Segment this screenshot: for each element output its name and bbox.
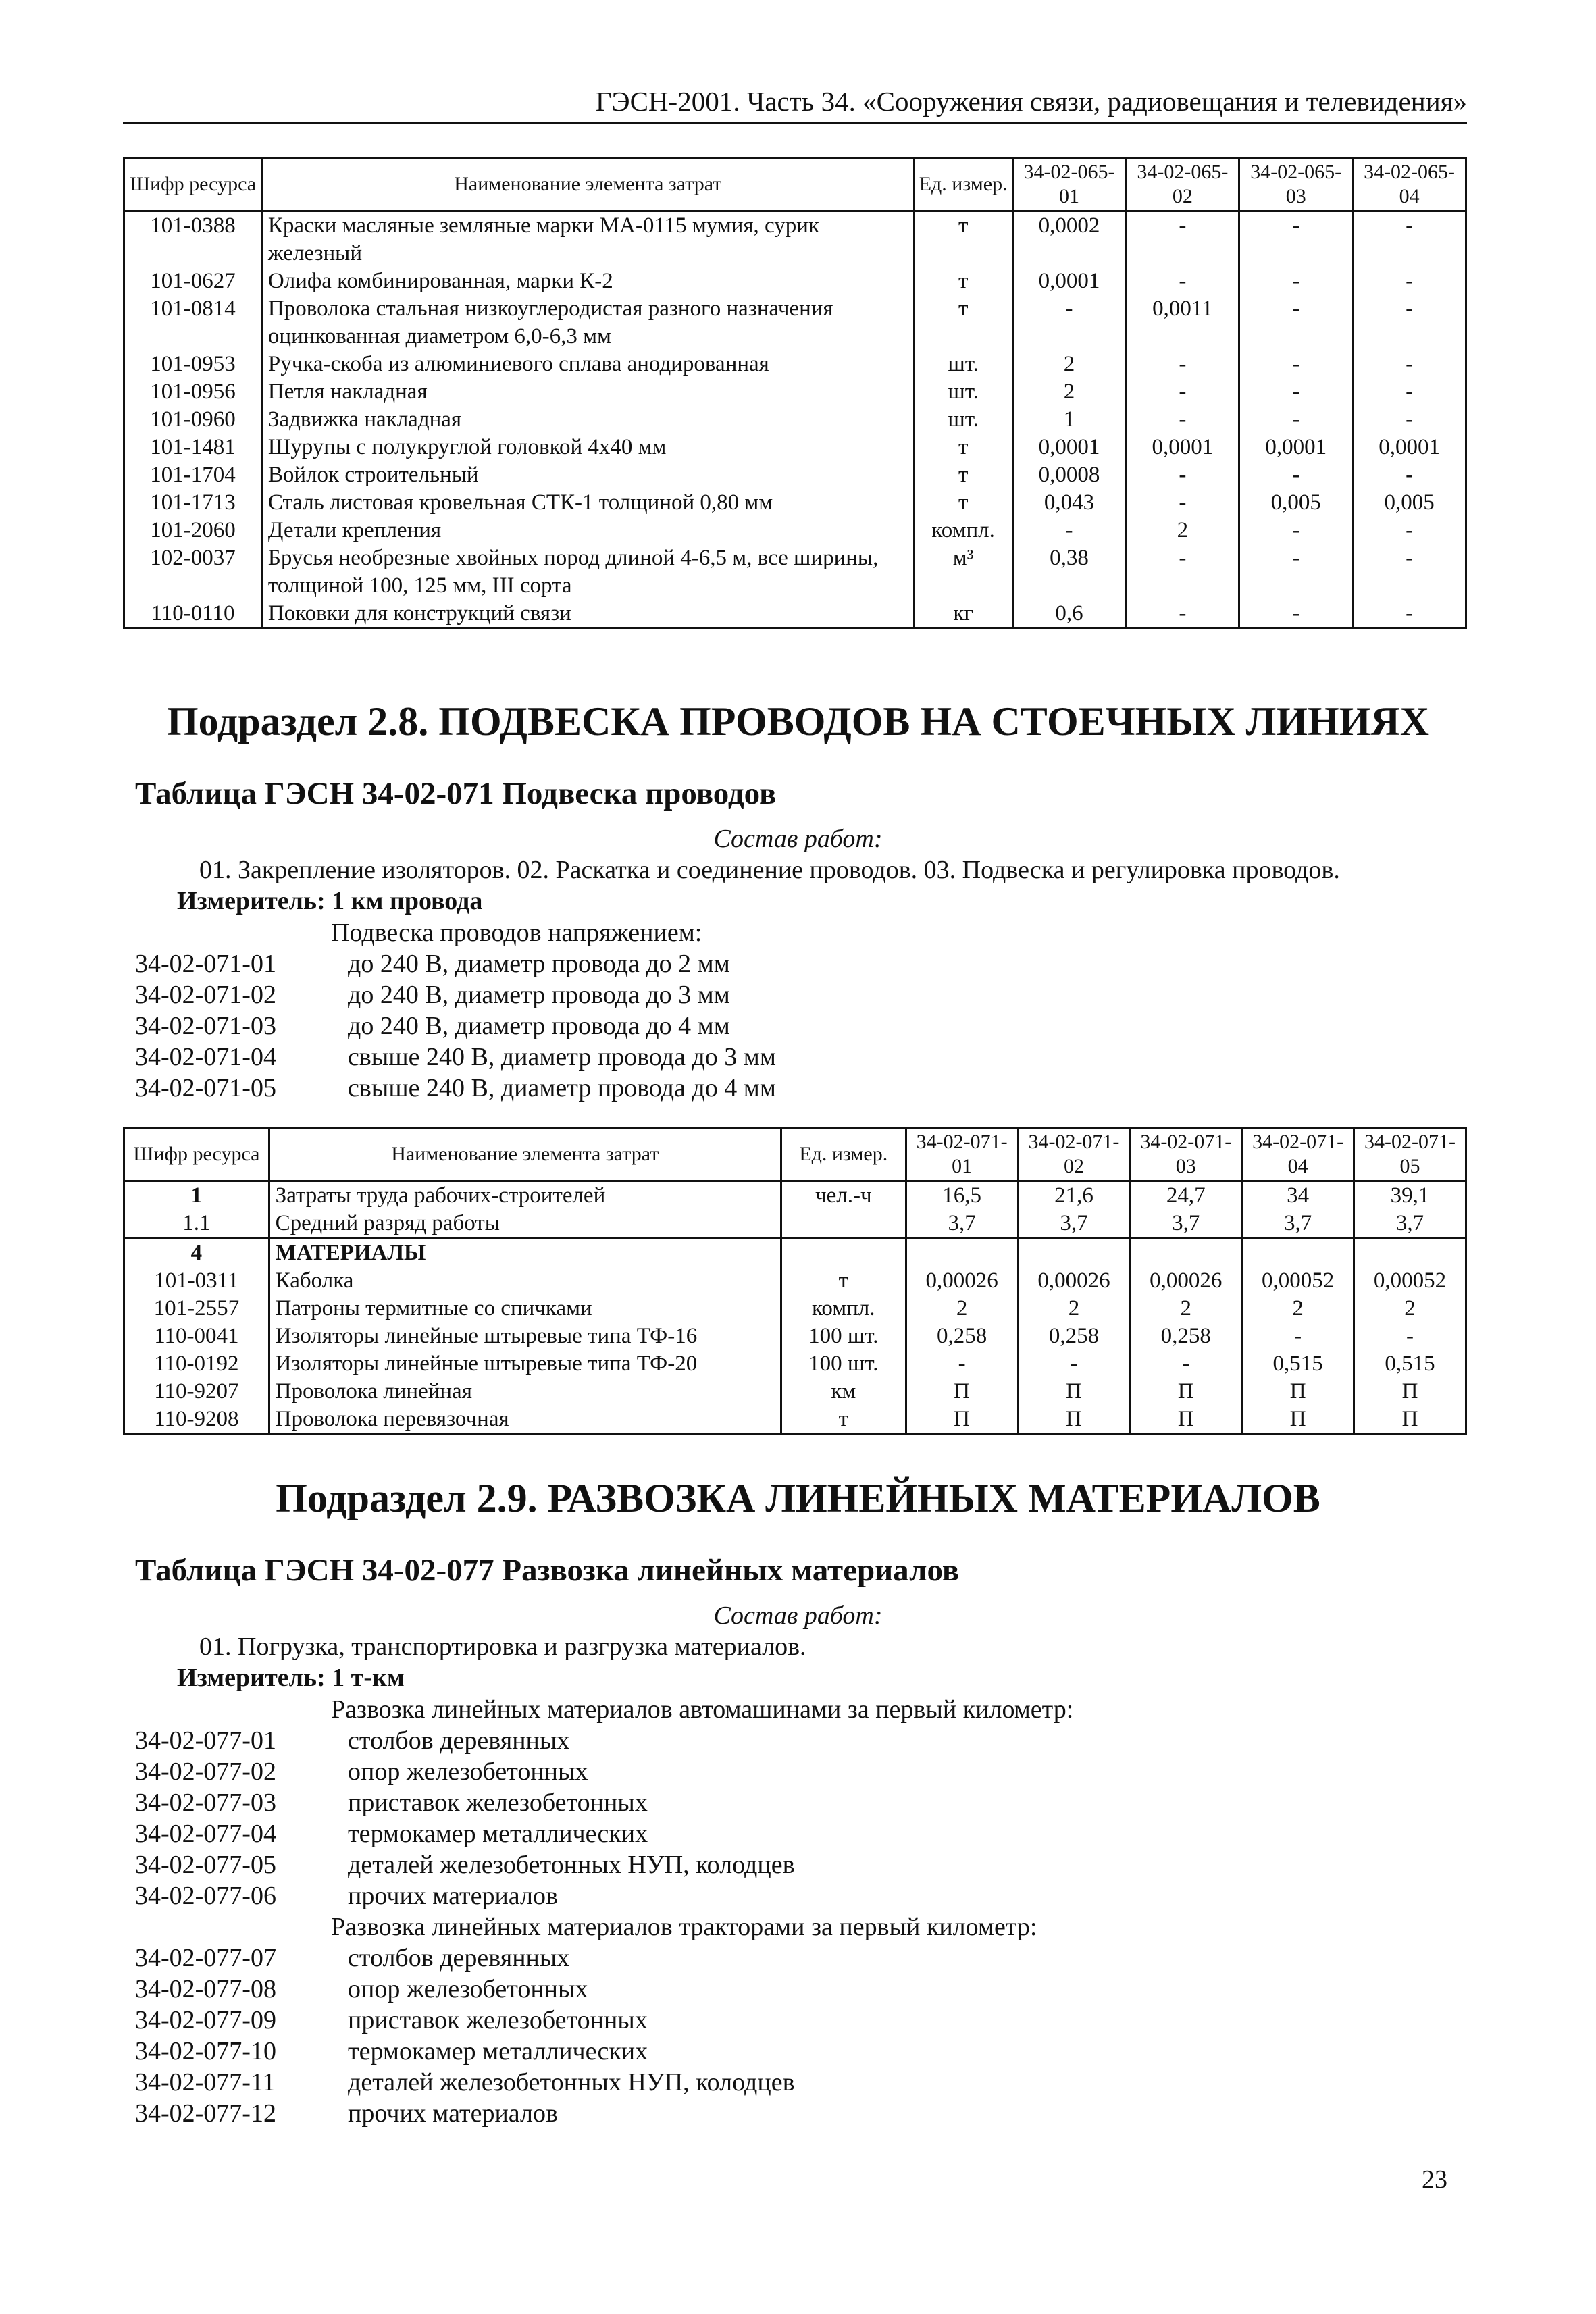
norm-code: 34-02-077-12 xyxy=(135,2099,276,2128)
table-row xyxy=(124,434,1466,461)
norm-text: свыше 240 В, диаметр провода до 3 мм xyxy=(348,1043,776,1071)
table-title: Таблица ГЭСН 34-02-077 Развозка линейных материалов xyxy=(135,1553,960,1588)
unit: т xyxy=(781,1406,906,1435)
norm-list xyxy=(135,917,776,1104)
norm-value: - xyxy=(1126,211,1239,268)
resource-name: Изоляторы линейные штыревые типа ТФ-20 xyxy=(269,1350,781,1378)
resource-name: Патроны термитные со спичками xyxy=(269,1295,781,1322)
norm-text: до 240 В, диаметр провода до 4 мм xyxy=(348,1012,730,1040)
table-row xyxy=(124,600,1466,629)
norm-row xyxy=(135,2098,1073,2129)
table-body xyxy=(124,1181,1466,1435)
table-row xyxy=(124,1322,1466,1350)
table-row xyxy=(124,351,1466,378)
resource-code: 110-9208 xyxy=(124,1406,269,1435)
resource-code: 101-0956 xyxy=(124,378,262,406)
norm-value: - xyxy=(1239,406,1353,434)
norm-rows xyxy=(135,1943,1073,2129)
column-header: 34-02-071-03 xyxy=(1130,1128,1242,1181)
resource-table-065 xyxy=(123,157,1467,629)
norm-list-heading: Подвеска проводов напряжением: xyxy=(331,919,702,947)
resource-code: 101-1713 xyxy=(124,489,262,517)
norm-text: столбов деревянных xyxy=(348,1944,570,1972)
table-row xyxy=(124,517,1466,544)
resource-code: 1 xyxy=(124,1181,269,1210)
resource-name: Детали крепления xyxy=(261,517,914,544)
unit: шт. xyxy=(914,378,1012,406)
resource-code: 101-2060 xyxy=(124,517,262,544)
norm-value: 16,5 xyxy=(906,1181,1018,1210)
resource-code: 101-0311 xyxy=(124,1267,269,1295)
norm-code: 34-02-071-03 xyxy=(135,1012,276,1040)
norm-value: 3,7 xyxy=(1018,1210,1130,1239)
norm-value: 0,005 xyxy=(1353,489,1466,517)
norm-value: - xyxy=(1353,406,1466,434)
norm-value: 0,043 xyxy=(1012,489,1126,517)
norm-value: - xyxy=(1126,600,1239,629)
norm-code: 34-02-077-09 xyxy=(135,2006,276,2034)
column-header: 34-02-065-03 xyxy=(1239,158,1353,211)
column-header: 34-02-065-01 xyxy=(1012,158,1126,211)
norm-value: - xyxy=(1353,295,1466,351)
norm-value: П xyxy=(1242,1406,1354,1435)
resource-name: Средний разряд работы xyxy=(269,1210,781,1239)
norm-value: 24,7 xyxy=(1130,1181,1242,1210)
unit: компл. xyxy=(781,1295,906,1322)
resource-name: Проволока перевязочная xyxy=(269,1406,781,1435)
norm-row xyxy=(135,2036,1073,2067)
norm-text: приставок железобетонных xyxy=(348,1789,648,1817)
unit: т xyxy=(914,434,1012,461)
resource-name: Ручка-скоба из алюминиевого сплава анодированная xyxy=(261,351,914,378)
norm-list-heading: Развозка линейных материалов тракторами за первый километр: xyxy=(331,1913,1037,1941)
table-row xyxy=(124,1378,1466,1406)
norm-text: термокамер металлических xyxy=(348,2037,648,2065)
norm-text: опор железобетонных xyxy=(348,1975,588,2003)
norm-value: 3,7 xyxy=(1130,1210,1242,1239)
resource-name: Задвижка накладная xyxy=(261,406,914,434)
norm-code: 34-02-077-01 xyxy=(135,1726,276,1755)
norm-value: - xyxy=(1126,378,1239,406)
norm-text: до 240 В, диаметр провода до 3 мм xyxy=(348,981,730,1009)
resource-name: Сталь листовая кровельная СТК-1 толщиной 0,80 мм xyxy=(261,489,914,517)
norm-value: 0,0002 xyxy=(1012,211,1126,268)
resource-name: Поковки для конструкций связи xyxy=(261,600,914,629)
resource-name: Олифа комбинированная, марки К-2 xyxy=(261,267,914,295)
norm-code: 34-02-077-05 xyxy=(135,1851,276,1879)
norm-code: 34-02-077-07 xyxy=(135,1944,276,1972)
norm-code: 34-02-077-02 xyxy=(135,1757,276,1786)
running-header: ГЭСН-2001. Часть 34. «Сооружения связи, радиовещания и телевидения» xyxy=(123,86,1467,124)
resource-code: 101-0953 xyxy=(124,351,262,378)
unit: 100 шт. xyxy=(781,1322,906,1350)
norm-text: до 240 В, диаметр провода до 2 мм xyxy=(348,950,730,978)
norm-text: опор железобетонных xyxy=(348,1757,588,1786)
norm-code: 34-02-071-04 xyxy=(135,1043,276,1071)
norm-value xyxy=(1018,1239,1130,1268)
norm-value: 0,00052 xyxy=(1354,1267,1466,1295)
norm-value: П xyxy=(1018,1378,1130,1406)
table-row xyxy=(124,1350,1466,1378)
norm-text: свыше 240 В, диаметр провода до 4 мм xyxy=(348,1074,776,1102)
norm-value: 2 xyxy=(906,1295,1018,1322)
resource-code: 110-0192 xyxy=(124,1350,269,1378)
resource-code: 110-0041 xyxy=(124,1322,269,1350)
resource-name: Проволока стальная низкоуглеродистая разного назначения оцинкованная диаметром 6,0-6,3 мм xyxy=(261,295,914,351)
norm-code: 34-02-077-11 xyxy=(135,2068,276,2097)
norm-value: 0,0008 xyxy=(1012,461,1126,489)
norm-value: - xyxy=(1130,1350,1242,1378)
norm-row xyxy=(135,1943,1073,1974)
table-row xyxy=(124,489,1466,517)
norm-code: 34-02-071-02 xyxy=(135,981,276,1009)
work-composition-label: Состав работ: xyxy=(713,1601,883,1630)
subsection-title: Подраздел 2.9. РАЗВОЗКА ЛИНЕЙНЫХ МАТЕРИАЛОВ xyxy=(276,1476,1320,1520)
column-header: Ед. измер. xyxy=(781,1128,906,1181)
norm-value: - xyxy=(1126,489,1239,517)
norm-value: П xyxy=(906,1406,1018,1435)
norm-value: - xyxy=(1353,517,1466,544)
unit: т xyxy=(914,461,1012,489)
norm-value: П xyxy=(906,1378,1018,1406)
norm-row xyxy=(135,2005,1073,2036)
table-body xyxy=(124,211,1466,629)
norm-value: П xyxy=(1018,1406,1130,1435)
resource-code: 110-0110 xyxy=(124,600,262,629)
column-header: 34-02-065-02 xyxy=(1126,158,1239,211)
column-header: Наименование элемента затрат xyxy=(261,158,914,211)
norm-text: деталей железобетонных НУП, колодцев xyxy=(348,1851,795,1879)
norm-code: 34-02-077-10 xyxy=(135,2037,276,2065)
unit: т xyxy=(914,489,1012,517)
norm-value: 1 xyxy=(1012,406,1126,434)
subsection-title: Подраздел 2.8. ПОДВЕСКА ПРОВОДОВ НА СТОЕЧНЫХ ЛИНИЯХ xyxy=(166,699,1430,744)
unit xyxy=(781,1239,906,1268)
resource-code: 4 xyxy=(124,1239,269,1268)
norm-row xyxy=(135,1073,776,1104)
table-row xyxy=(124,544,1466,600)
table-row xyxy=(124,267,1466,295)
norm-value: 2 xyxy=(1012,351,1126,378)
norm-value: 0,0001 xyxy=(1012,434,1126,461)
column-header: 34-02-071-04 xyxy=(1242,1128,1354,1181)
table-header-row xyxy=(124,158,1466,211)
norm-value: 0,00026 xyxy=(1018,1267,1130,1295)
norm-row xyxy=(135,1010,776,1042)
norm-text: прочих материалов xyxy=(348,1882,558,1910)
norm-row xyxy=(135,948,776,979)
norm-value: - xyxy=(1126,406,1239,434)
norm-value: 2 xyxy=(1018,1295,1130,1322)
norm-value: - xyxy=(1018,1350,1130,1378)
norm-value: 0,258 xyxy=(1018,1322,1130,1350)
norm-value: - xyxy=(1239,517,1353,544)
norm-text: прочих материалов xyxy=(348,2099,558,2128)
norm-list-heading: Развозка линейных материалов автомашинами за первый километр: xyxy=(331,1695,1074,1724)
norm-value: - xyxy=(1012,517,1126,544)
norm-value: П xyxy=(1354,1406,1466,1435)
work-composition: 01. Погрузка, транспортировка и разгрузка материалов. xyxy=(199,1632,806,1661)
norm-value: - xyxy=(1239,378,1353,406)
unit: 100 шт. xyxy=(781,1350,906,1378)
column-header: 34-02-071-02 xyxy=(1018,1128,1130,1181)
unit: км xyxy=(781,1378,906,1406)
resource-code: 101-1704 xyxy=(124,461,262,489)
norm-value: - xyxy=(1353,544,1466,600)
norm-value: П xyxy=(1354,1378,1466,1406)
column-header: 34-02-071-01 xyxy=(906,1128,1018,1181)
norm-value: - xyxy=(1239,544,1353,600)
norm-value: П xyxy=(1130,1406,1242,1435)
resource-code: 101-1481 xyxy=(124,434,262,461)
unit: т xyxy=(914,295,1012,351)
unit: т xyxy=(914,267,1012,295)
unit-of-measure: Измеритель: 1 т-км xyxy=(177,1664,405,1692)
table-row xyxy=(124,295,1466,351)
norm-rows xyxy=(135,948,776,1104)
work-composition-label: Состав работ: xyxy=(713,825,883,853)
norm-text: приставок железобетонных xyxy=(348,2006,648,2034)
resource-code: 101-0814 xyxy=(124,295,262,351)
norm-value: - xyxy=(1353,267,1466,295)
table-title: Таблица ГЭСН 34-02-071 Подвеска проводов xyxy=(135,776,777,811)
norm-value: 2 xyxy=(1126,517,1239,544)
norm-row xyxy=(135,1974,1073,2005)
norm-value: 0,0001 xyxy=(1353,434,1466,461)
norm-text: термокамер металлических xyxy=(348,1820,648,1848)
norm-value: 3,7 xyxy=(1242,1210,1354,1239)
norm-list xyxy=(135,1694,1073,2129)
column-header: Наименование элемента затрат xyxy=(269,1128,781,1181)
norm-value: 0,258 xyxy=(1130,1322,1242,1350)
norm-value xyxy=(1242,1239,1354,1268)
norm-value: 0,00026 xyxy=(1130,1267,1242,1295)
norm-code: 34-02-071-01 xyxy=(135,950,276,978)
norm-value: - xyxy=(1353,378,1466,406)
norm-value: - xyxy=(1354,1322,1466,1350)
norm-value: - xyxy=(1239,211,1353,268)
table-row xyxy=(124,1210,1466,1239)
table-header-row xyxy=(124,1128,1466,1181)
unit xyxy=(781,1210,906,1239)
norm-value: - xyxy=(1126,267,1239,295)
column-header: Ед. измер. xyxy=(914,158,1012,211)
column-header: Шифр ресурса xyxy=(124,1128,269,1181)
norm-value: П xyxy=(1242,1378,1354,1406)
table-row xyxy=(124,406,1466,434)
norm-value: 0,00026 xyxy=(906,1267,1018,1295)
norm-row xyxy=(135,979,776,1010)
resource-name: Каболка xyxy=(269,1267,781,1295)
norm-value: - xyxy=(1012,295,1126,351)
table-row xyxy=(124,211,1466,268)
norm-row xyxy=(135,1756,1073,1787)
resource-code: 110-9207 xyxy=(124,1378,269,1406)
norm-code: 34-02-077-06 xyxy=(135,1882,276,1910)
norm-value: - xyxy=(906,1350,1018,1378)
norm-value: 0,00052 xyxy=(1242,1267,1354,1295)
resource-name: Брусья необрезные хвойных пород длиной 4-6,5 м, все ширины, толщиной 100, 125 мм, III сорта xyxy=(261,544,914,600)
norm-rows xyxy=(135,1725,1073,1911)
norm-value: 2 xyxy=(1130,1295,1242,1322)
norm-value xyxy=(1354,1239,1466,1268)
norm-row xyxy=(135,1042,776,1073)
resource-code: 101-0627 xyxy=(124,267,262,295)
resource-code: 101-2557 xyxy=(124,1295,269,1322)
norm-value: - xyxy=(1353,351,1466,378)
resource-name: Шурупы с полукруглой головкой 4х40 мм xyxy=(261,434,914,461)
norm-value: 3,7 xyxy=(1354,1210,1466,1239)
norm-value: 3,7 xyxy=(906,1210,1018,1239)
resource-code: 102-0037 xyxy=(124,544,262,600)
table-row xyxy=(124,1406,1466,1435)
norm-value: - xyxy=(1239,295,1353,351)
resource-code: 101-0388 xyxy=(124,211,262,268)
norm-value: 0,258 xyxy=(906,1322,1018,1350)
table-row xyxy=(124,1295,1466,1322)
resource-table-071 xyxy=(123,1127,1467,1435)
unit: шт. xyxy=(914,351,1012,378)
norm-value: - xyxy=(1126,351,1239,378)
norm-value: - xyxy=(1353,600,1466,629)
unit: т xyxy=(914,211,1012,268)
resource-code: 101-0960 xyxy=(124,406,262,434)
norm-value: 39,1 xyxy=(1354,1181,1466,1210)
norm-value: - xyxy=(1239,267,1353,295)
norm-value: 0,515 xyxy=(1242,1350,1354,1378)
norm-value: 0,515 xyxy=(1354,1350,1466,1378)
resource-name: МАТЕРИАЛЫ xyxy=(269,1239,781,1268)
resource-name: Петля накладная xyxy=(261,378,914,406)
norm-row xyxy=(135,1818,1073,1849)
resource-name: Войлок строительный xyxy=(261,461,914,489)
norm-code: 34-02-071-05 xyxy=(135,1074,276,1102)
norm-row xyxy=(135,1725,1073,1756)
norm-value: П xyxy=(1130,1378,1242,1406)
norm-text: столбов деревянных xyxy=(348,1726,570,1755)
norm-value: - xyxy=(1353,211,1466,268)
norm-value: 2 xyxy=(1354,1295,1466,1322)
norm-value: - xyxy=(1126,461,1239,489)
norm-value: 0,0001 xyxy=(1239,434,1353,461)
norm-value: 34 xyxy=(1242,1181,1354,1210)
norm-value: 2 xyxy=(1012,378,1126,406)
resource-name: Затраты труда рабочих-строителей xyxy=(269,1181,781,1210)
unit-of-measure: Измеритель: 1 км провода xyxy=(177,887,483,915)
norm-value: 21,6 xyxy=(1018,1181,1130,1210)
column-header: Шифр ресурса xyxy=(124,158,262,211)
page-number: 23 xyxy=(1422,2165,1447,2194)
norm-row xyxy=(135,1787,1073,1818)
norm-text: деталей железобетонных НУП, колодцев xyxy=(348,2068,795,2097)
table-row xyxy=(124,378,1466,406)
table-row xyxy=(124,461,1466,489)
resource-name: Проволока линейная xyxy=(269,1378,781,1406)
norm-value: - xyxy=(1239,351,1353,378)
unit: кг xyxy=(914,600,1012,629)
norm-value: 2 xyxy=(1242,1295,1354,1322)
norm-row xyxy=(135,1880,1073,1911)
resource-code: 1.1 xyxy=(124,1210,269,1239)
norm-code: 34-02-077-03 xyxy=(135,1789,276,1817)
norm-value: 0,005 xyxy=(1239,489,1353,517)
norm-value xyxy=(1130,1239,1242,1268)
norm-value: - xyxy=(1242,1322,1354,1350)
norm-value: 0,0001 xyxy=(1012,267,1126,295)
unit: м³ xyxy=(914,544,1012,600)
resource-name: Изоляторы линейные штыревые типа ТФ-16 xyxy=(269,1322,781,1350)
table-row xyxy=(124,1267,1466,1295)
work-composition: 01. Закрепление изоляторов. 02. Раскатка и соединение проводов. 03. Подвеска и регулировка проводов. xyxy=(199,856,1340,884)
norm-value: 0,0001 xyxy=(1126,434,1239,461)
resource-name: Краски масляные земляные марки МА-0115 мумия, сурик железный xyxy=(261,211,914,268)
unit: т xyxy=(781,1267,906,1295)
norm-value: 0,6 xyxy=(1012,600,1126,629)
unit: компл. xyxy=(914,517,1012,544)
norm-value: 0,38 xyxy=(1012,544,1126,600)
norm-code: 34-02-077-08 xyxy=(135,1975,276,2003)
unit: чел.-ч xyxy=(781,1181,906,1210)
norm-value: 0,0011 xyxy=(1126,295,1239,351)
norm-value: - xyxy=(1126,544,1239,600)
norm-value: - xyxy=(1239,461,1353,489)
norm-row xyxy=(135,1849,1073,1880)
norm-value: - xyxy=(1239,600,1353,629)
column-header: 34-02-071-05 xyxy=(1354,1128,1466,1181)
norm-value xyxy=(906,1239,1018,1268)
norm-code: 34-02-077-04 xyxy=(135,1820,276,1848)
table-row xyxy=(124,1181,1466,1210)
norm-row xyxy=(135,2067,1073,2098)
table-row xyxy=(124,1239,1466,1268)
column-header: 34-02-065-04 xyxy=(1353,158,1466,211)
norm-value: - xyxy=(1353,461,1466,489)
unit: шт. xyxy=(914,406,1012,434)
